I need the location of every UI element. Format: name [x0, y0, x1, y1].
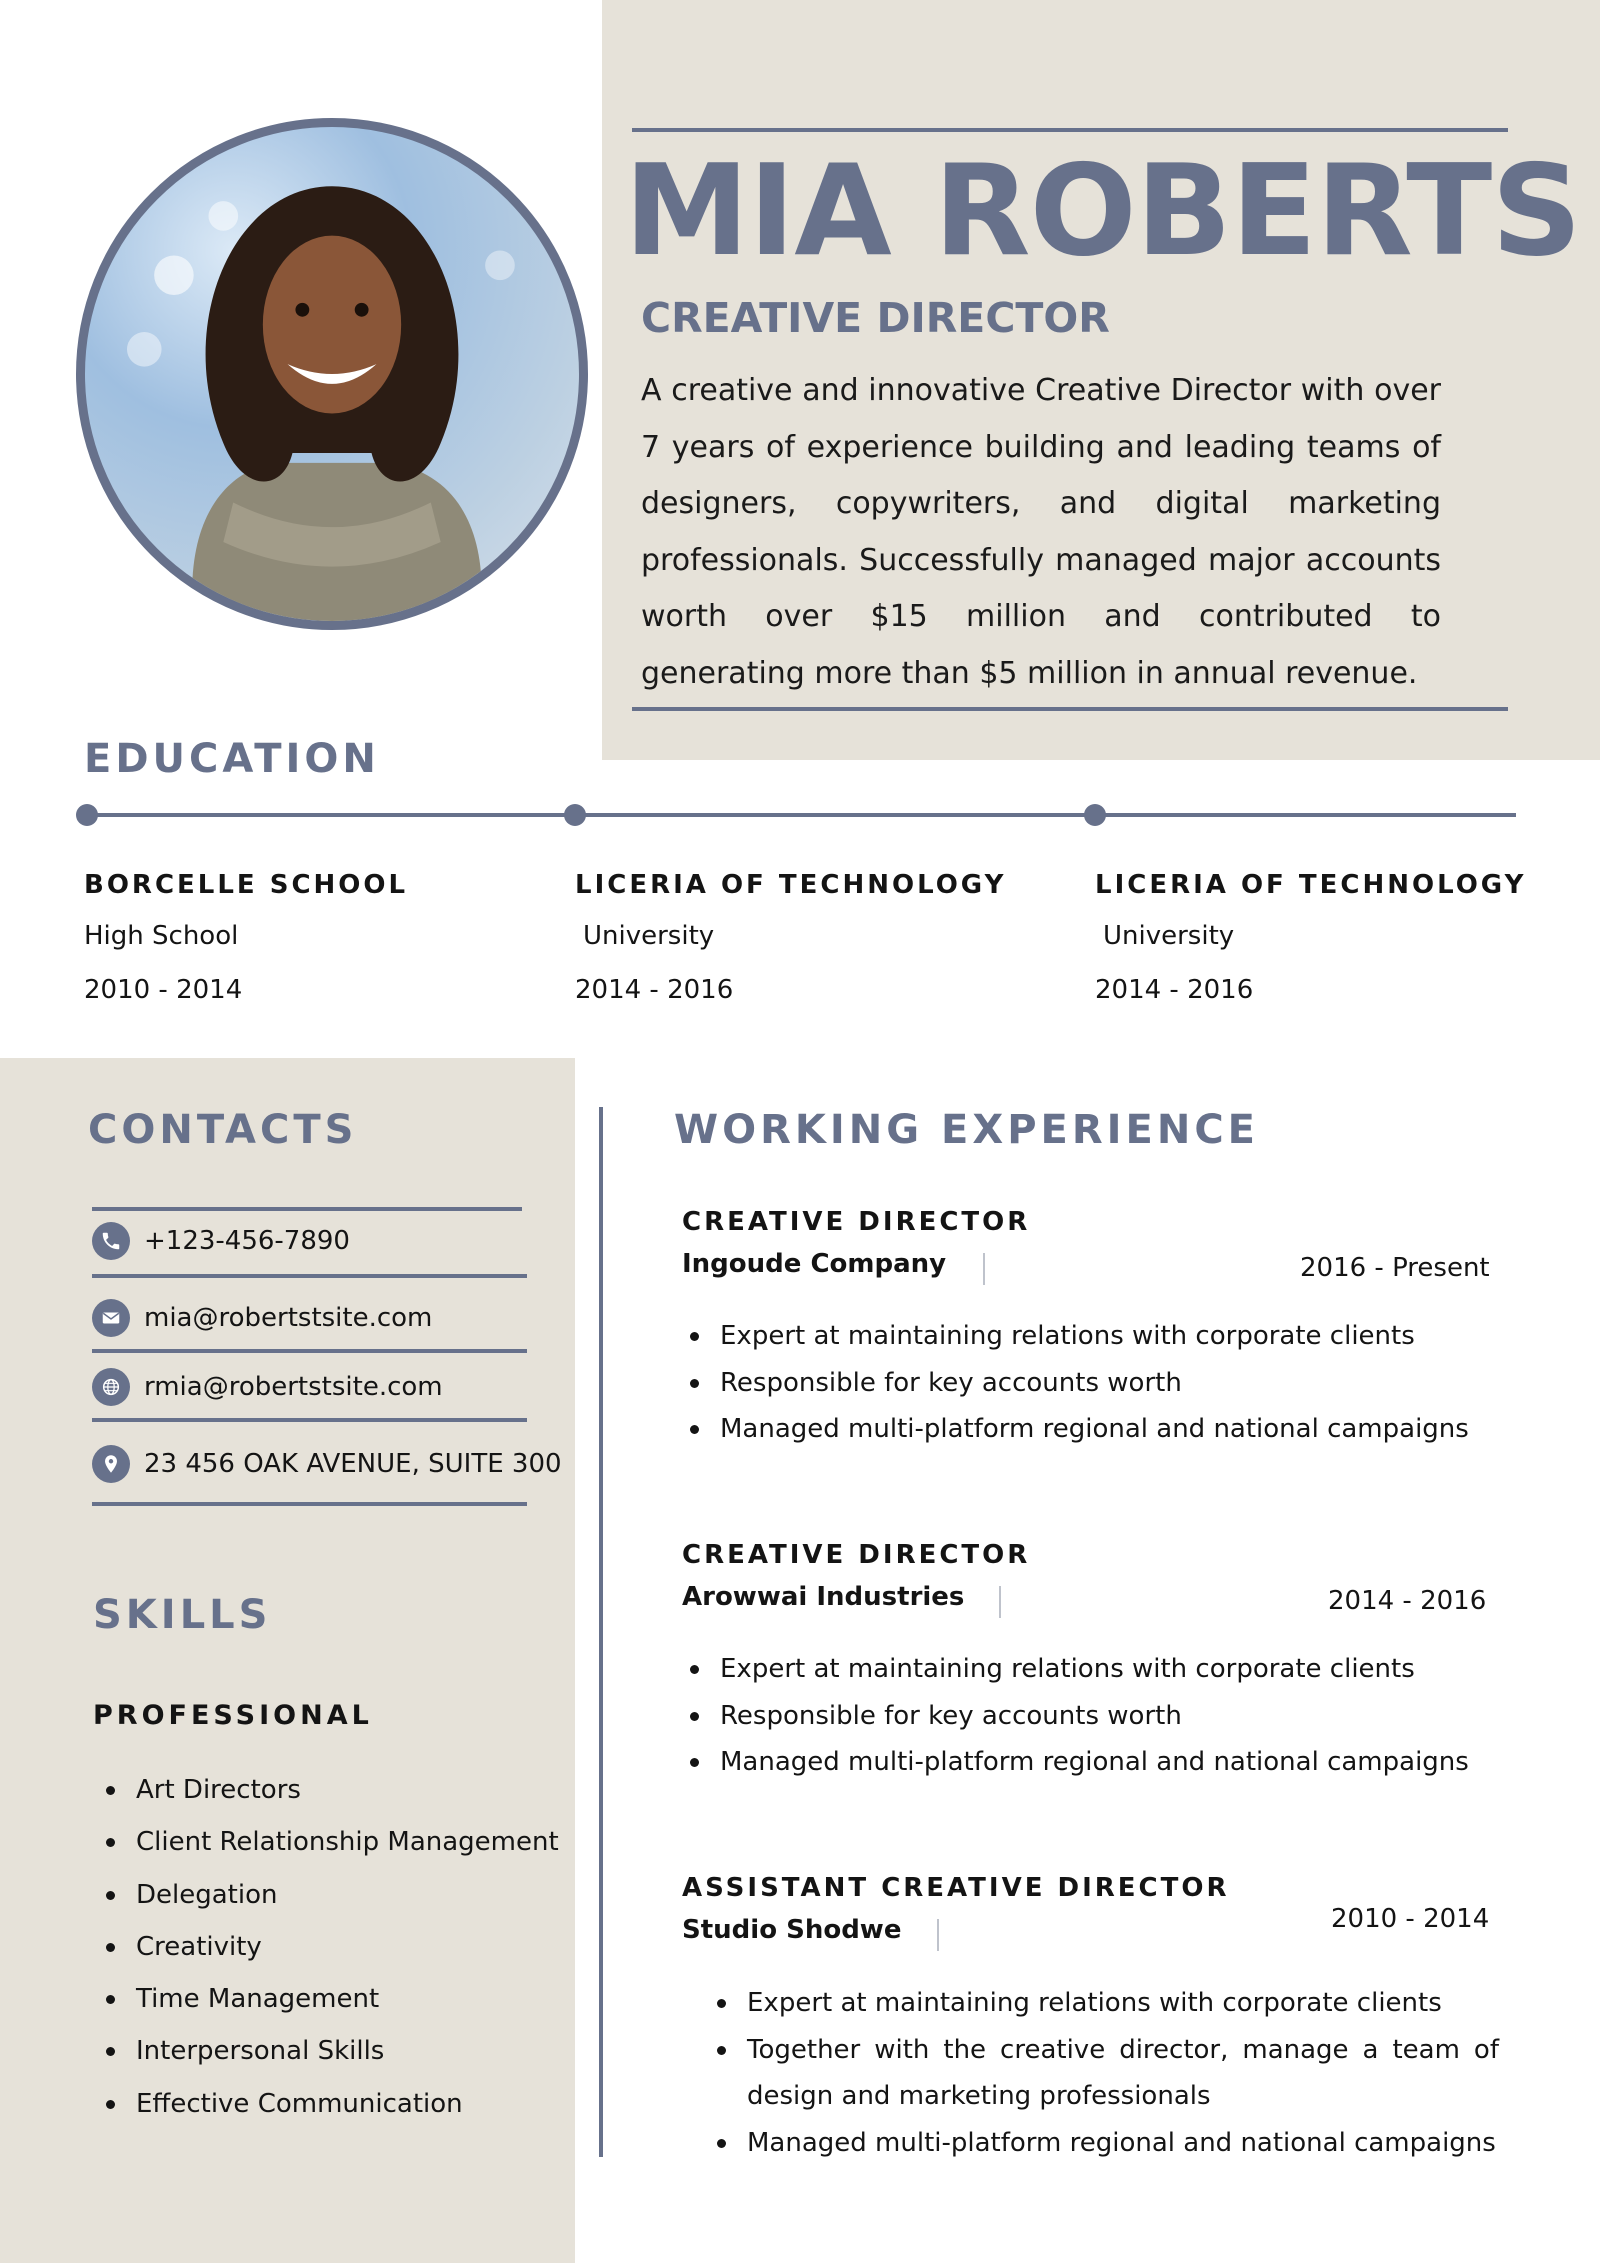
contact-divider	[92, 1418, 527, 1422]
profile-photo	[76, 118, 588, 630]
skill-item: Creativity	[100, 1929, 559, 1981]
job-bullet: Responsible for key accounts worth	[682, 1693, 1469, 1740]
job-entry	[682, 1207, 1030, 1279]
job-bullet: Expert at maintaining relations with corporate clients	[709, 1980, 1499, 2027]
location-pin-icon	[92, 1445, 130, 1483]
education-item	[1095, 870, 1526, 1005]
job-dates: 2010 - 2014	[1331, 1904, 1490, 1934]
portrait-illustration	[85, 127, 579, 621]
globe-icon	[92, 1368, 130, 1406]
school-name: LICERIA OF TECHNOLOGY	[1095, 870, 1527, 900]
header-bottom-rule	[632, 707, 1508, 711]
education-years: 2014 - 2016	[575, 975, 734, 1005]
job-bullet: Expert at maintaining relations with corporate clients	[682, 1646, 1469, 1693]
contact-divider	[92, 1502, 527, 1506]
job-role: CREATIVE DIRECTOR	[682, 1540, 1031, 1570]
education-level: High School	[84, 921, 239, 951]
column-divider	[599, 1107, 603, 2157]
job-bullet: Responsible for key accounts worth	[682, 1360, 1469, 1407]
job-bullet: Expert at maintaining relations with corporate clients	[682, 1313, 1469, 1360]
skills-list	[100, 1772, 559, 2138]
timeline-dot	[564, 804, 586, 826]
job-entry	[682, 1540, 1030, 1612]
candidate-name: MIA ROBERTS	[624, 137, 1581, 284]
company-separator	[937, 1919, 939, 1951]
contact-divider	[92, 1274, 527, 1278]
skill-item: Delegation	[100, 1877, 559, 1929]
skill-item: Effective Communication	[100, 2086, 559, 2138]
contact-text: 23 456 OAK AVENUE, SUITE 300	[144, 1449, 562, 1479]
contact-text: mia@robertstsite.com	[144, 1303, 433, 1333]
experience-heading: WORKING EXPERIENCE	[674, 1107, 1260, 1153]
job-bullets	[682, 1313, 1469, 1453]
skill-item: Interpersonal Skills	[100, 2033, 559, 2085]
company-separator	[983, 1253, 985, 1285]
job-bullet: Managed multi-platform regional and national campaigns	[682, 1406, 1469, 1453]
contacts-heading: CONTACTS	[88, 1107, 358, 1153]
job-entry	[682, 1873, 1229, 1945]
mail-icon	[92, 1299, 130, 1337]
job-dates: 2014 - 2016	[1328, 1586, 1487, 1616]
job-bullets	[682, 1646, 1469, 1786]
education-heading: EDUCATION	[84, 736, 380, 782]
school-name: BORCELLE SCHOOL	[84, 870, 409, 900]
contact-address[interactable]	[92, 1444, 562, 1484]
timeline-dot	[1084, 804, 1106, 826]
education-years: 2010 - 2014	[84, 975, 243, 1005]
job-bullet: Managed multi-platform regional and national campaigns	[682, 1739, 1469, 1786]
contact-divider	[92, 1207, 522, 1211]
header-top-rule	[632, 128, 1508, 132]
education-level: University	[1103, 921, 1235, 951]
job-title: CREATIVE DIRECTOR	[641, 294, 1110, 342]
education-timeline-line	[86, 813, 1516, 817]
job-bullets	[709, 1980, 1499, 2166]
education-level: University	[583, 921, 715, 951]
skill-item: Client Relationship Management	[100, 1824, 559, 1876]
skills-subheading: PROFESSIONAL	[93, 1700, 373, 1731]
contact-divider	[92, 1349, 527, 1353]
education-item	[84, 870, 408, 1005]
contact-text: rmia@robertstsite.com	[144, 1372, 443, 1402]
timeline-dot	[76, 804, 98, 826]
company-name: Ingoude Company	[682, 1249, 947, 1279]
education-years: 2014 - 2016	[1095, 975, 1254, 1005]
contact-phone[interactable]	[92, 1221, 350, 1261]
job-role: CREATIVE DIRECTOR	[682, 1207, 1031, 1237]
company-name: Studio Shodwe	[682, 1915, 902, 1945]
skill-item: Time Management	[100, 1981, 559, 2033]
job-bullet: Together with the creative director, manage a team of design and marketing professionals	[709, 2027, 1499, 2120]
skill-item: Art Directors	[100, 1772, 559, 1824]
school-name: LICERIA OF TECHNOLOGY	[575, 870, 1007, 900]
phone-icon	[92, 1222, 130, 1260]
profile-summary: A creative and innovative Creative Director with over 7 years of experience building and leading teams of designers, copywriters, and digital marketing professionals. Successfully managed major accounts worth over $15 million and contributed to generating more than $5 million in annual revenue.	[641, 373, 1441, 691]
contact-email[interactable]	[92, 1298, 432, 1338]
company-name: Arowwai Industries	[682, 1582, 965, 1612]
company-separator	[999, 1586, 1001, 1618]
education-item	[575, 870, 1006, 1005]
job-bullet: Managed multi-platform regional and national campaigns	[709, 2120, 1499, 2167]
contact-website[interactable]	[92, 1367, 443, 1407]
skills-heading: SKILLS	[93, 1592, 272, 1638]
job-role: ASSISTANT CREATIVE DIRECTOR	[682, 1873, 1230, 1903]
job-dates: 2016 - Present	[1300, 1253, 1490, 1283]
contact-text: +123-456-7890	[144, 1226, 350, 1256]
